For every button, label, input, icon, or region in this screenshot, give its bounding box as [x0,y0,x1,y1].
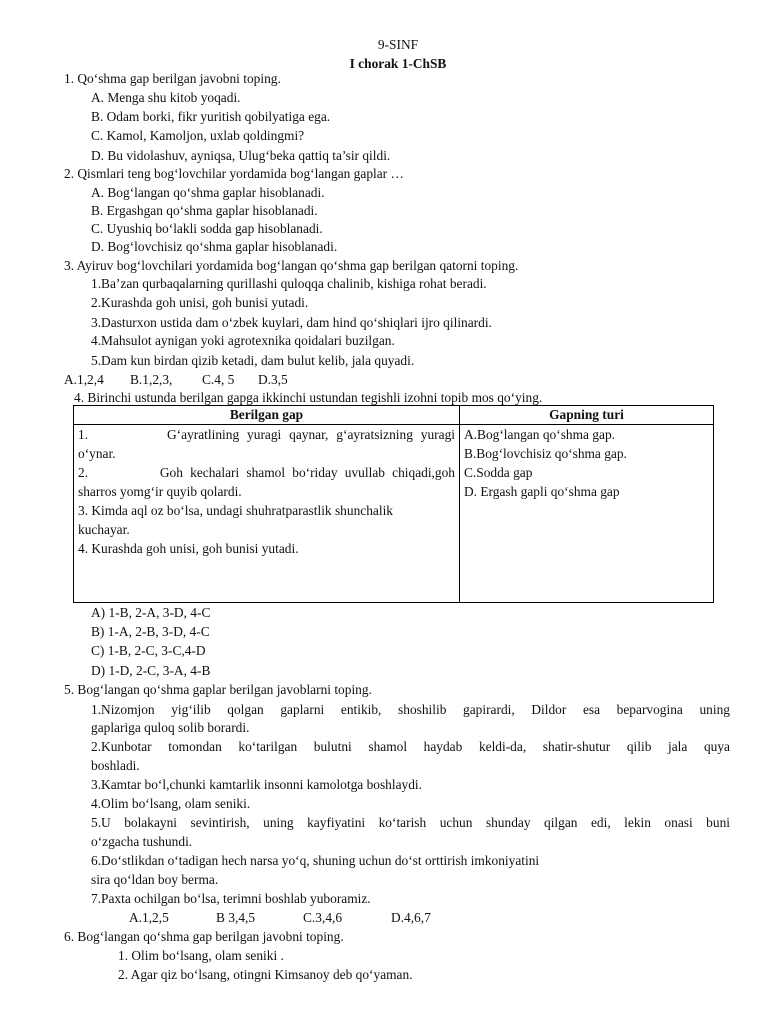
sentence-2-cont: sharros yomg‘ir quyib qolardi. [78,484,242,499]
q1-option-a: A. Menga shu kitob yoqadi. [91,90,241,105]
sentence-2-text: Goh kechalari shamol bo‘riday uvullab chiqadi,goh [159,465,455,480]
table-header-sentence: Berilgan gap [74,406,460,425]
q2-option-c: C. Uyushiq bo‘lakli sodda gap hisoblanadi. [91,221,323,236]
table-types-cell [460,425,714,603]
question-2: 2. Qismlari teng bog‘lovchilar yordamida bog‘langan gaplar … [64,166,404,181]
q3-answer-b: B.1,2,3, [130,372,173,387]
q1-option-d: D. Bu vidolashuv, ayniqsa, Ulug‘beka qattiq ta’sir qildi. [91,148,391,163]
q1-option-b: B. Odam borki, fikr yuritish qobilyatiga ega. [91,109,331,124]
q4-option-a: A) 1-B, 2-A, 3-D, 4-C [91,605,211,620]
sentence-1 [78,425,455,444]
q6-item-2: 2. Agar qiz bo‘lsang, otingni Kimsanoy deb qo‘yaman. [118,967,413,982]
q3-answer-d: D.3,5 [258,372,288,387]
q3-item-5: 5.Dam kun birdan qizib ketadi, dam bulut kelib, jala quyadi. [91,353,415,368]
q2-option-b: B. Ergashgan qo‘shma gaplar hisoblanadi. [91,203,318,218]
q5-item-2-line-2: boshladi. [91,758,140,773]
q5-item-6-line-1: 6.Do‘stlikdan o‘tadigan hech narsa yo‘q, shuning uchun do‘st orttirish imkoniyatini [91,853,540,868]
q5-item-3: 3.Kamtar bo‘l,chunki kamtarlik insonni kamolotga boshlaydi. [91,777,422,792]
q5-answer-c: C.3,4,6 [303,910,343,925]
q5-answer-a: A.1,2,5 [129,910,169,925]
q3-item-1: 1.Ba’zan qurbaqalarning qurillashi quloqqa chalinib, kishiga rohat beradi. [91,276,487,291]
sentence-2-number: 2. [78,465,89,480]
q3-answer-c: C.4, 5 [202,372,235,387]
type-a: A.Bog‘langan qo‘shma gap. [464,427,615,442]
q3-item-4: 4.Mahsulot aynigan yoki agrotexnika qoidalari buzilgan. [91,333,395,348]
q3-item-2: 2.Kurashda goh unisi, goh bunisi yutadi. [91,295,309,310]
question-5: 5. Bog‘langan qo‘shma gaplar berilgan javoblarni toping. [64,682,372,697]
q5-item-1-line-1: 1.Nizomjon yig‘ilib qolgan gaplarni entikib, shoshilib gapirardi, Dildor esa beparvogina uning [91,702,730,717]
q5-item-4: 4.Olim bo‘lsang, olam seniki. [91,796,251,811]
sentence-1-text: G‘ayratlining yuragi qaynar, g‘ayratsizning yuragi [167,427,455,442]
question-3: 3. Ayiruv bog‘lovchilari yordamida bog‘langan qo‘shma gap berilgan qatorni toping. [64,258,519,273]
grade-heading: 9-SINF [377,37,419,52]
sentence-3-cont: kuchayar. [78,522,130,537]
q6-item-1: 1. Olim bo‘lsang, olam seniki . [118,948,284,963]
q5-answer-d: D.4,6,7 [391,910,431,925]
q5-answer-b: B 3,4,5 [216,910,256,925]
q5-item-5-line-1: 5.U bolakayni sevintirish, uning kayfiyatini ko‘tarish uchun shunday qilgan edi, lekin onasi buni [91,815,730,830]
q5-item-5-line-2: o‘zgacha tushundi. [91,834,193,849]
question-4: 4. Birinchi ustunda berilgan gapga ikkinchi ustundan tegishli izohni topib mos qo‘ying. [74,390,543,405]
test-title: I chorak 1-ChSB [349,56,447,71]
type-d: D. Ergash gapli qo‘shma gap [464,484,620,499]
table-sentences-cell [74,425,460,603]
sentence-4: 4. Kurashda goh unisi, goh bunisi yutadi. [78,541,299,556]
sentence-1-cont: o‘ynar. [78,446,116,461]
q2-option-a: A. Bog‘langan qo‘shma gaplar hisoblanadi. [91,185,325,200]
q5-item-2-line-1: 2.Kunbotar tomondan ko‘tarilgan bulutni shamol haydab keldi-da, shatir-shutur qilib jala quya [91,739,730,754]
q4-option-d: D) 1-D, 2-C, 3-A, 4-B [91,663,211,678]
table-header-type: Gapning turi [460,406,714,425]
q4-option-b: B) 1-A, 2-B, 3-D, 4-C [91,624,210,639]
q1-option-c: C. Kamol, Kamoljon, uxlab qoldingmi? [91,128,305,143]
question-6: 6. Bog‘langan qo‘shma gap berilgan javobni toping. [64,929,344,944]
type-b: B.Bog‘lovchisiz qo‘shma gap. [464,446,627,461]
q5-item-6-line-2: sira qo‘ldan boy berma. [91,872,219,887]
q3-answer-a: A.1,2,4 [64,372,104,387]
q3-item-3: 3.Dasturxon ustida dam o‘zbek kuylari, dam hind qo‘shiqlari ijro qilinardi. [91,315,492,330]
q5-item-7: 7.Paxta ochilgan bo‘lsa, terimni boshlab yuboramiz. [91,891,371,906]
question-1: 1. Qo‘shma gap berilgan javobni toping. [64,71,281,86]
matching-table [73,405,714,603]
sentence-2 [78,463,455,482]
type-c: C.Sodda gap [464,465,533,480]
q2-option-d: D. Bog‘lovchisiz qo‘shma gaplar hisoblanadi. [91,239,338,254]
q4-option-c: C) 1-B, 2-C, 3-C,4-D [91,643,206,658]
q5-item-1-line-2: gaplariga quloq solib borardi. [91,720,250,735]
sentence-3: 3. Kimda aql oz bo‘lsa, undagi shuhratparastlik shunchalik [78,503,393,518]
sentence-1-number: 1. [78,427,89,442]
